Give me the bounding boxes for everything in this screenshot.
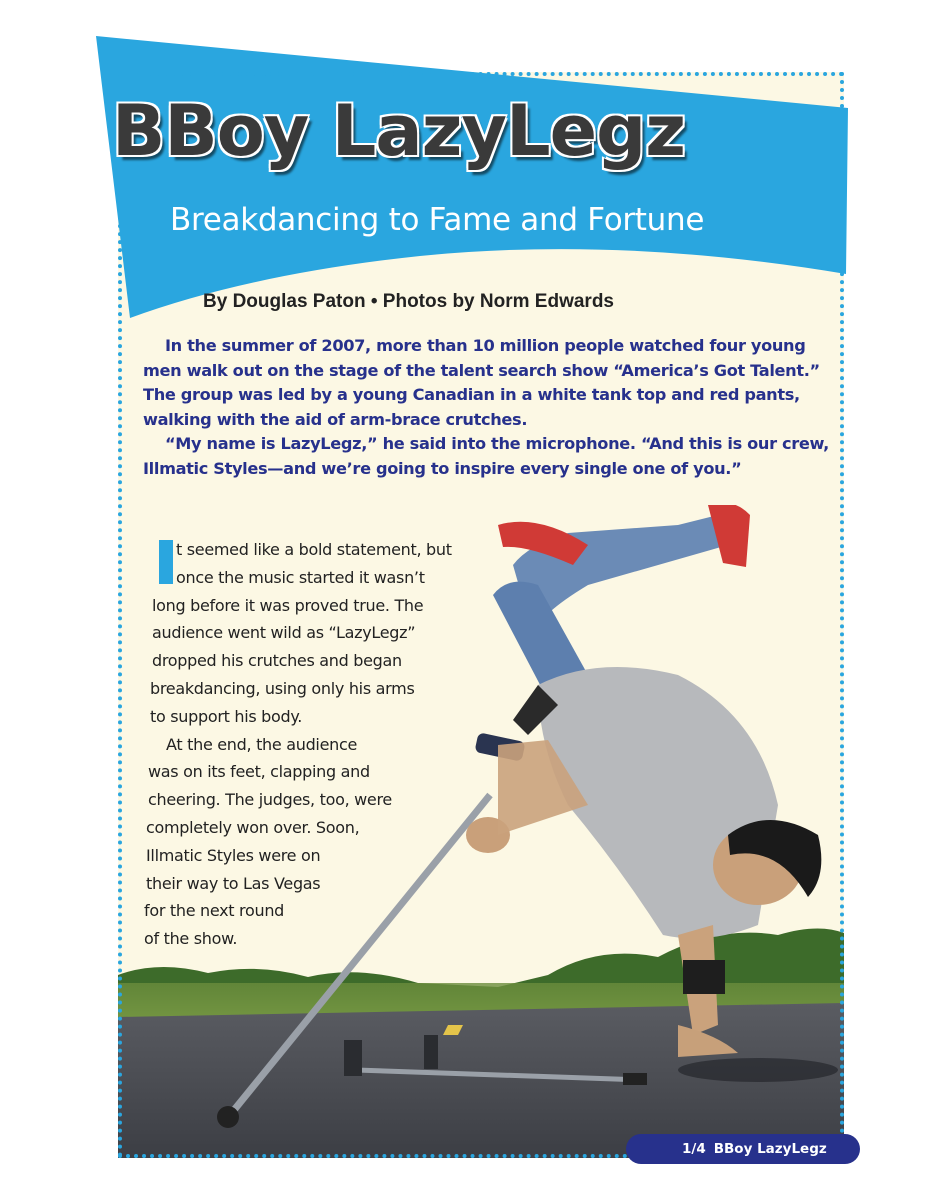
text-line: for the next round	[144, 901, 285, 921]
body-text	[140, 536, 490, 953]
page-number: 1/4	[682, 1141, 706, 1157]
page-footer-tab	[626, 1134, 860, 1164]
text-line: audience went wild as “LazyLegz”	[152, 623, 416, 643]
byline: By Douglas Paton • Photos by Norm Edwards	[203, 291, 614, 312]
text-line: their way to Las Vegas	[146, 873, 321, 893]
text-line: was on its feet, clapping and	[148, 762, 370, 782]
article-title: BBoy LazyLegz	[112, 90, 685, 172]
body-paragraph-1	[140, 536, 490, 731]
footer-label: BBoy LazyLegz	[713, 1141, 827, 1157]
text-line: to support his body.	[150, 706, 303, 726]
body-paragraph-2	[140, 731, 490, 953]
text-line: cheering. The judges, too, were	[148, 790, 392, 810]
text-line: breakdancing, using only his arms	[150, 678, 415, 698]
article-subtitle: Breakdancing to Fame and Fortune	[170, 202, 705, 238]
text-line: Illmatic Styles were on	[146, 845, 321, 865]
text-line: completely won over. Soon,	[146, 817, 360, 837]
lead-paragraphs	[143, 334, 833, 481]
text-line: once the music started it wasn’t	[176, 567, 425, 587]
text-line: long before it was proved true. The	[152, 595, 424, 615]
lead-paragraph: In the summer of 2007, more than 10 million people watched four young men walk out on the stage of the talent search show “America’s Got Talent.” The group was led by a young Canadian in a white tank top and red pants, walking with the aid of arm-brace crutches.	[143, 336, 820, 429]
drop-cap-bar	[159, 540, 173, 584]
text-line: At the end, the audience	[166, 734, 357, 754]
text-line: t seemed like a bold statement, but	[176, 540, 452, 559]
text-line: of the show.	[144, 929, 238, 949]
text-line: dropped his crutches and began	[152, 651, 402, 671]
lead-paragraph: “My name is LazyLegz,” he said into the microphone. “And this is our crew, Illmatic Styles—and we’re going to inspire every single one of you.”	[143, 434, 829, 478]
